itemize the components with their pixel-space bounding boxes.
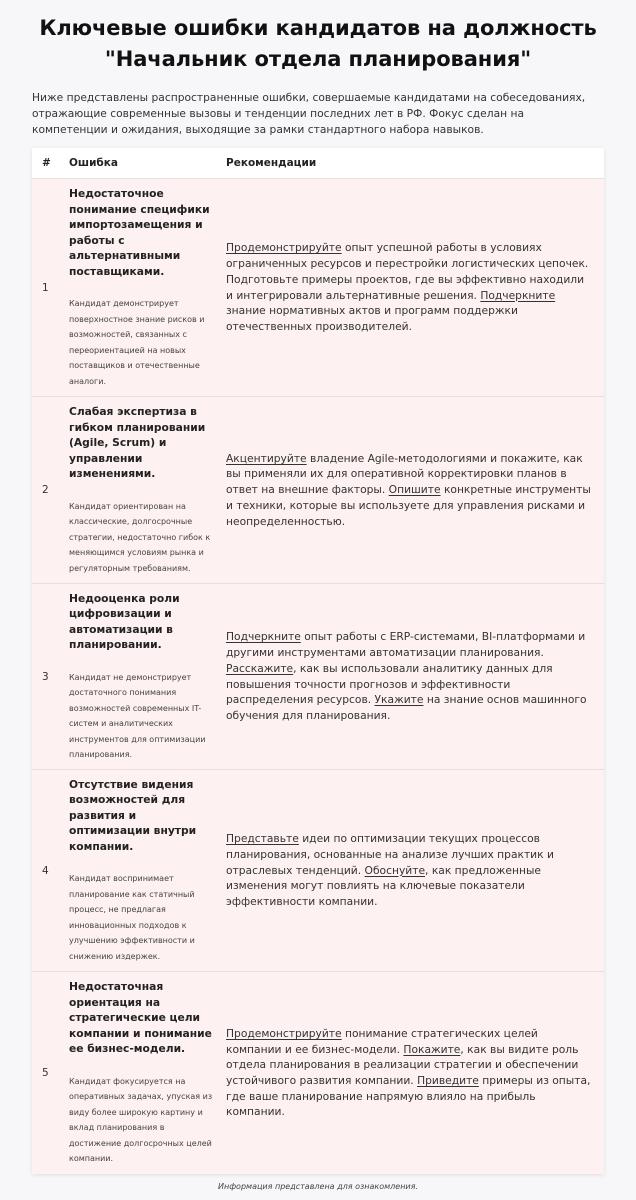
action-verb: Подчеркните bbox=[480, 288, 556, 302]
error-description: Кандидат демонстрирует поверхностное знание рисков и возможностей, связанных с переориентацией на новых поставщиков и отечественные аналоги. bbox=[69, 299, 205, 386]
action-verb: Расскажите bbox=[226, 661, 294, 675]
recommendation-text: на знание основ машинного обучения для планирования. bbox=[226, 693, 587, 722]
error-title: Недостаточная ориентация на стратегические цели компании и понимание ее бизнес-модели. bbox=[69, 980, 212, 1056]
action-verb: Приведите bbox=[417, 1074, 479, 1087]
row-number: 4 bbox=[42, 864, 49, 877]
recommendation-cell bbox=[226, 629, 604, 723]
header-recommendations: Рекомендации bbox=[226, 157, 317, 169]
table-row bbox=[32, 972, 604, 1174]
intro-paragraph: Ниже представлены распространенные ошибки, совершаемые кандидатами на собеседованиях, отражающие современные вызовы и тенденции последних лет в РФ. Фокус сделан на компетенции и ожидания, выходящие за рамки стандартного набора навыков. bbox=[32, 91, 586, 136]
table-row bbox=[32, 397, 604, 584]
table-header bbox=[32, 148, 604, 179]
header-num: # bbox=[42, 157, 51, 169]
error-title: Слабая экспертиза в гибком планировании (Agile, Scrum) и управлении изменениями. bbox=[69, 405, 206, 480]
recommendation-text: опыт успешной работы в условиях ограниченных ресурсов и перестройки логистических цепочек. Подготовьте примеры проектов, где вы эффективно находили и интегрировали альтернативные решения. bbox=[226, 241, 589, 302]
error-description: Кандидат не демонстрирует достаточного понимания возможностей современных IT-систем и аналитических инструментов для оптимизации планирования. bbox=[69, 672, 206, 759]
page-title-line2: "Начальник отдела планирования" bbox=[104, 47, 532, 71]
action-verb: Представьте bbox=[226, 832, 299, 846]
recommendation-text: идеи по оптимизации текущих процессов планирования, основанные на анализе лучших практик и отраслевых тенденций. bbox=[226, 832, 554, 877]
row-number: 1 bbox=[42, 281, 49, 294]
page-title-line1: Ключевые ошибки кандидатов на должность bbox=[39, 16, 597, 40]
recommendation-text: владение Agile-методологиями и покажите, как вы применяли их для оперативной корректировки планов в ответ на внешние факторы. bbox=[226, 451, 583, 497]
error-description: Кандидат фокусируется на оперативных задачах, упуская из виду более широкую картину и вклад планирования в достижение долгосрочных целей компании. bbox=[69, 1076, 213, 1164]
action-verb: Акцентируйте bbox=[226, 451, 307, 465]
error-cell bbox=[69, 767, 226, 975]
action-verb: Укажите bbox=[374, 693, 424, 707]
error-title: Недооценка роли цифровизации и автоматизации в планировании. bbox=[69, 591, 180, 651]
recommendation-text: , как вы видите роль отдела планирования в реализации стратегии и обеспечении устойчивого развития компании. bbox=[226, 1042, 579, 1087]
recommendation-cell bbox=[226, 240, 604, 334]
action-verb: Опишите bbox=[388, 483, 441, 497]
table-row bbox=[32, 179, 604, 397]
recommendation-text: знание нормативных актов и программ поддержки отечественных производителей. bbox=[226, 304, 518, 333]
action-verb: Продемонстрируйте bbox=[226, 1026, 342, 1040]
table-row bbox=[32, 584, 604, 770]
recommendation-cell bbox=[226, 1026, 604, 1120]
error-description: Кандидат воспринимает планирование как статичный процесс, не предлагая инновационных подходов к улучшению эффективности и снижению издержек. bbox=[69, 874, 195, 961]
error-title: Недостаточное понимание специфики импортозамещения и работы с альтернативными поставщиками. bbox=[69, 187, 210, 278]
error-description: Кандидат ориентирован на классические, долгосрочные стратегии, недостаточно гибок к меняющимся условиям рынка и регуляторным требованиям. bbox=[69, 501, 211, 573]
error-cell bbox=[69, 176, 226, 399]
header-error: Ошибка bbox=[69, 157, 118, 169]
action-verb: Подчеркните bbox=[226, 630, 301, 644]
error-cell bbox=[69, 969, 226, 1177]
recommendation-text: понимание стратегических целей компании и ее бизнес-модели. bbox=[226, 1026, 538, 1056]
row-number: 5 bbox=[42, 1067, 49, 1079]
recommendation-cell bbox=[226, 831, 604, 910]
error-title: Отсутствие видения возможностей для развития и оптимизации внутри компании. bbox=[69, 777, 197, 853]
errors-table bbox=[32, 148, 604, 1174]
action-verb: Покажите bbox=[403, 1042, 461, 1056]
action-verb: Продемонстрируйте bbox=[226, 241, 342, 255]
action-verb: Обоснуйте bbox=[364, 863, 426, 877]
footer-note: Информация представлена для ознакомления. bbox=[218, 1182, 418, 1191]
recommendation-text: опыт работы с ERP-системами, BI-платформами и другими инструментами автоматизации планирования. bbox=[226, 630, 586, 660]
table-row bbox=[32, 770, 604, 972]
error-cell bbox=[69, 581, 226, 773]
row-number: 3 bbox=[42, 670, 49, 683]
page-title bbox=[0, 0, 636, 75]
recommendation-text: примеры из опыта, где ваше планирование напрямую влияло на прибыль компании. bbox=[226, 1074, 591, 1119]
recommendation-text: , как предложенные изменения могут повлиять на ключевые показатели эффективности компании. bbox=[226, 863, 541, 909]
recommendation-text: конкретные инструменты и техники, которые вы используете для управления рисками и неопределенностью. bbox=[226, 483, 591, 528]
recommendation-cell bbox=[226, 451, 604, 530]
recommendation-text: , как вы использовали аналитику данных для повышения точности прогнозов и эффективности распределения ресурсов. bbox=[226, 661, 553, 707]
error-cell bbox=[69, 394, 226, 586]
row-number: 2 bbox=[42, 484, 49, 496]
